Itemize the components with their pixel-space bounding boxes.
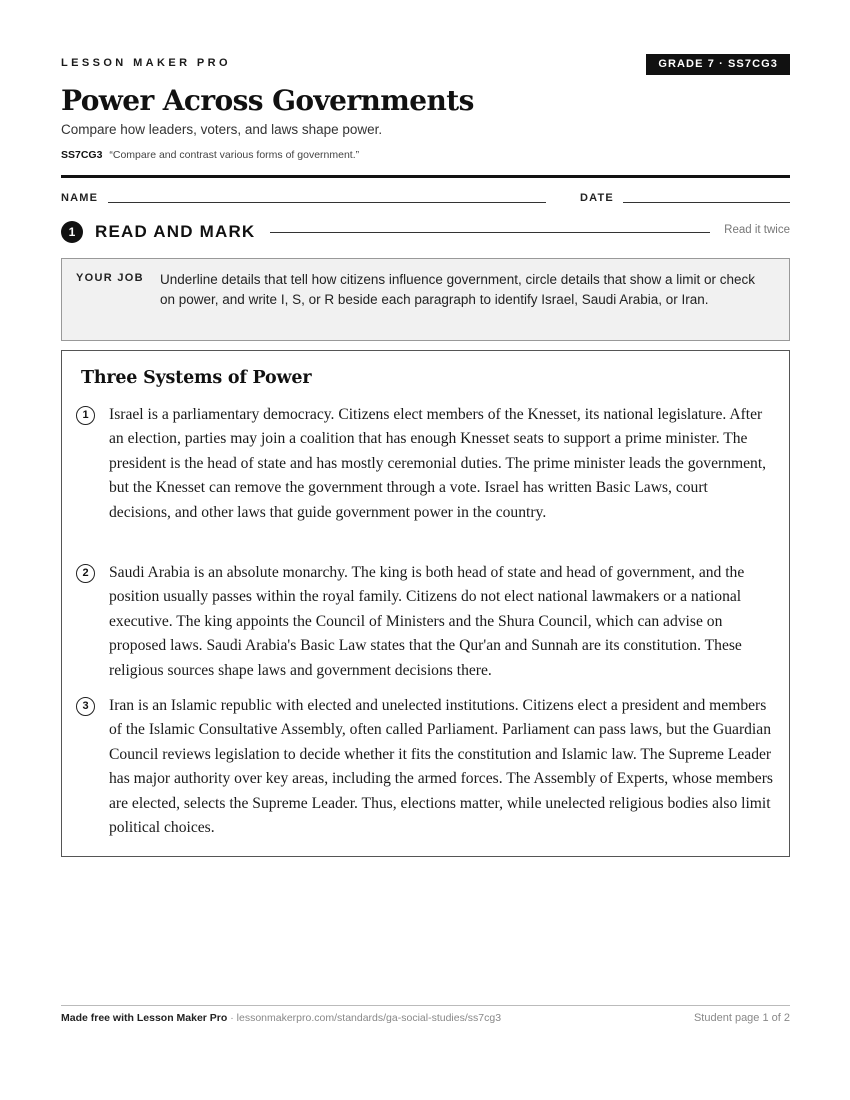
reading-passage-box	[61, 350, 790, 857]
name-date-row	[61, 192, 790, 206]
page-subtitle: Compare how leaders, voters, and laws shape power.	[61, 122, 383, 137]
standard-line	[61, 149, 359, 161]
paragraph-text: Iran is an Islamic republic with elected and unelected institutions. Citizens elect a president and members of the Islamic Consultative Assembly, often called Parliament. Parliament can pass laws, but the Guardian Council reviews legislation to decide whether it fits the constitution and Islamic law. The Supreme Leader has major authority over key areas, including the armed forces. The Assembly of Experts, whose members are elected, selects the Supreme Leader. Thus, elections matter, while unelected religious bodies also limit political choices.	[109, 697, 773, 837]
page-indicator: Student page 1 of 2	[693, 1012, 790, 1024]
footer-url[interactable]: lessonmakerpro.com/standards/ga-social-studies/ss7cg3	[236, 1012, 502, 1024]
standard-code: SS7CG3	[61, 149, 103, 161]
section-divider	[270, 232, 710, 233]
grade-badge: GRADE 7 · SS7CG3	[646, 54, 790, 75]
section-note: Read it twice	[724, 224, 790, 236]
footer-credit	[61, 1012, 501, 1024]
reading-title: Three Systems of Power	[81, 368, 312, 388]
paragraph-number: 3	[76, 697, 95, 716]
date-label: DATE	[580, 192, 614, 204]
paragraph-text: Israel is a parliamentary democracy. Citizens elect members of the Knesset, its national legislature. After an election, parties may join a coalition that has enough Knesset seats to support a prime minister. The president is the head of state and has mostly ceremonial duties. The prime minister leads the government, but the Knesset can remove the government through a vote. Israel has written Basic Laws, court decisions, and other laws that guide government power in the country.	[109, 406, 767, 521]
section-heading	[61, 220, 790, 244]
instructions-box	[61, 258, 790, 341]
name-label: NAME	[61, 192, 99, 204]
date-field[interactable]	[623, 202, 790, 203]
footer-separator: ·	[227, 1012, 237, 1024]
instructions-label: YOUR JOB	[76, 272, 144, 284]
footer-divider	[61, 1005, 790, 1006]
page-title: Power Across Governments	[61, 84, 474, 117]
paragraph-text: Saudi Arabia is an absolute monarchy. The king is both head of state and head of government, and the position usually passes within the royal family. Citizens do not elect national lawmakers or a national executive. The king appoints the Council of Ministers and the Shura Council, which can advise on proposed laws. Saudi Arabia's Basic Law states that the Qur'an and Sunnah are its constitution. These religious sources shape laws and government decisions there.	[109, 564, 745, 679]
paragraph-number: 2	[76, 564, 95, 583]
instructions-text: Underline details that tell how citizens influence government, circle details that show a limit or check on power, and write I, S, or R beside each paragraph to identify Israel, Saudi Arabia, or Iran.	[160, 272, 756, 307]
footer-brand: Made free with Lesson Maker Pro	[61, 1012, 228, 1024]
standard-quote: “Compare and contrast various forms of government.”	[109, 149, 360, 161]
paragraph-number: 1	[76, 406, 95, 425]
header-divider	[61, 175, 790, 178]
step-number-badge: 1	[61, 221, 83, 243]
name-field[interactable]	[108, 202, 546, 203]
section-title: READ AND MARK	[95, 222, 256, 241]
brand-name: LESSON MAKER PRO	[61, 57, 231, 69]
